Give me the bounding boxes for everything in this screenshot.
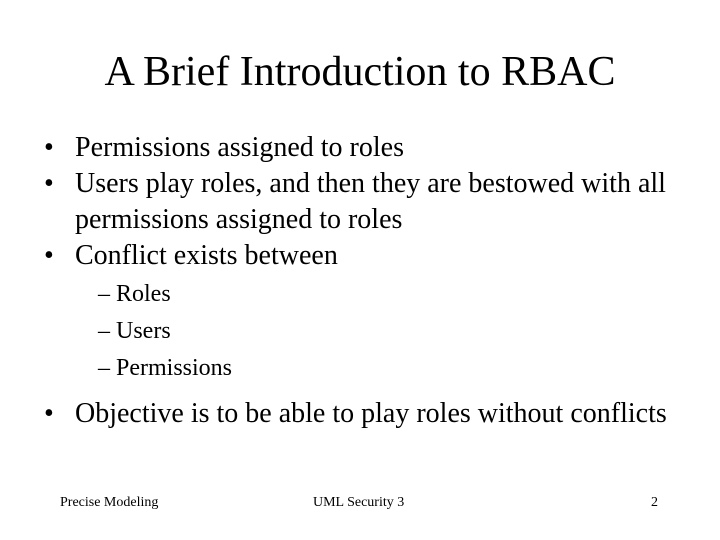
footer-center-text: UML Security 3 xyxy=(313,495,405,510)
bullet-text: Conflict exists between xyxy=(75,240,338,271)
bullet-text: Objective is to be able to play roles without conflicts xyxy=(75,398,667,429)
footer-left-text: Precise Modeling xyxy=(60,495,159,510)
sub-bullet-item: – Users xyxy=(98,318,171,344)
sub-bullet-list xyxy=(44,276,694,387)
bullet-item xyxy=(44,166,694,238)
bullet-list xyxy=(44,130,694,432)
bullet-marker: • xyxy=(44,132,54,163)
slide-title: A Brief Introduction to RBAC xyxy=(104,49,616,95)
bullet-item xyxy=(44,130,694,166)
bullet-marker: • xyxy=(44,240,54,271)
bullet-text: Users play roles, and then they are bestowed with all permissions assigned to roles xyxy=(75,168,666,235)
bullet-marker: • xyxy=(44,168,54,199)
page-number: 2 xyxy=(651,495,658,510)
bullet-item xyxy=(44,396,694,432)
sub-bullet-item: – Roles xyxy=(98,281,171,307)
bullet-marker: • xyxy=(44,398,54,429)
sub-bullet-item: – Permissions xyxy=(98,355,233,381)
bullet-item xyxy=(44,238,694,274)
bullet-text: Permissions assigned to roles xyxy=(75,132,404,163)
